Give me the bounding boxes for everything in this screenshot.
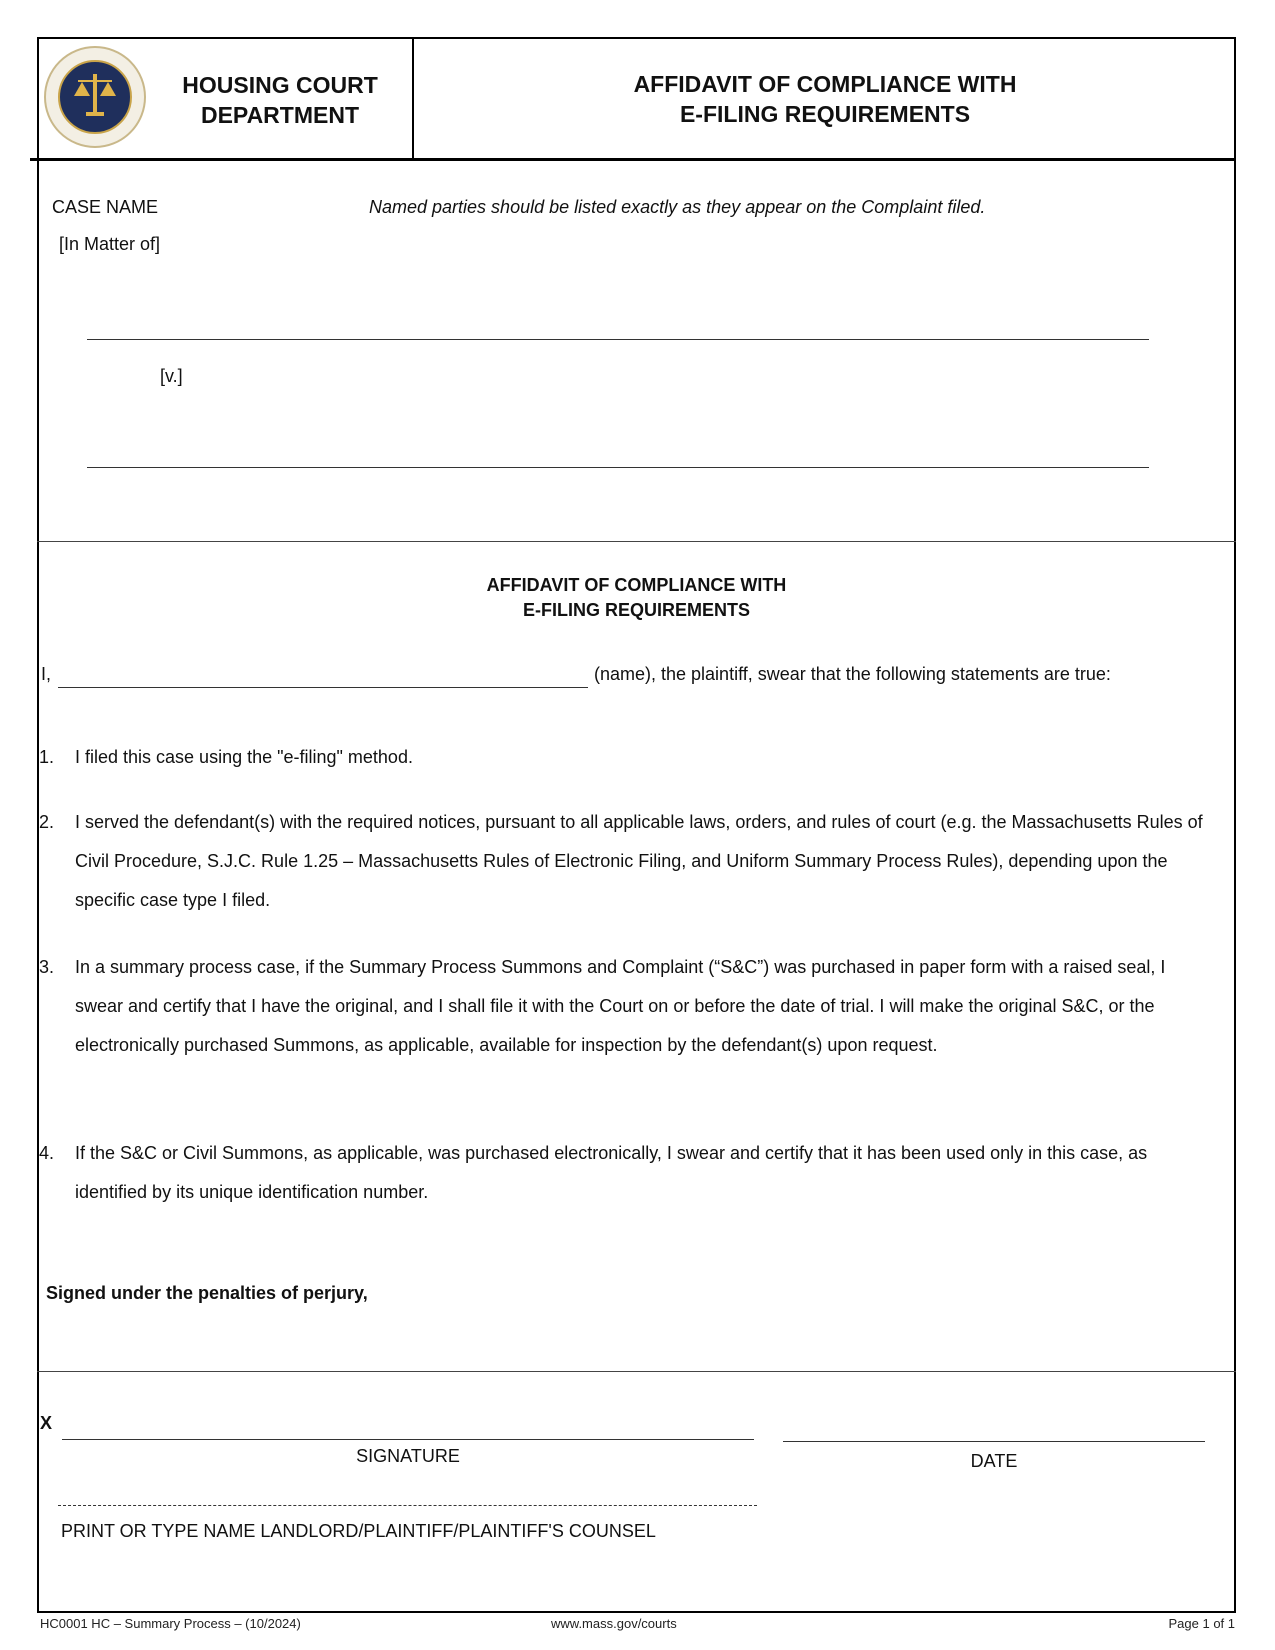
party2-line	[87, 467, 1149, 468]
in-matter-of-label: [In Matter of]	[59, 234, 161, 254]
item-text: If the S&C or Civil Summons, as applicable, was purchased electronically, I swear and certify that it has been used only in this case, as identified by its unique identification number.	[75, 1143, 1148, 1202]
affidavit-title	[37, 573, 1236, 623]
statement-item	[39, 803, 1209, 920]
signature-divider	[37, 1371, 1236, 1372]
footer-form-id: HC0001 HC – Summary Process – (10/2024)	[40, 1616, 301, 1631]
form-title-line1: AFFIDAVIT OF COMPLIANCE WITH	[633, 71, 1017, 97]
footer-url[interactable]: www.mass.gov/courts	[551, 1616, 677, 1631]
form-title-line2: E-FILING REQUIREMENTS	[679, 101, 971, 127]
item-number: 4.	[39, 1143, 55, 1163]
perjury-statement: Signed under the penalties of perjury,	[46, 1283, 368, 1303]
affidavit-title-line2: E-FILING REQUIREMENTS	[522, 600, 750, 620]
print-name-field[interactable]	[58, 1472, 757, 1504]
department-line1: HOUSING COURT	[182, 72, 378, 98]
case-name-label: CASE NAME	[52, 197, 159, 217]
party2-field[interactable]	[87, 438, 1149, 466]
versus-label: [v.]	[160, 366, 183, 386]
name-field[interactable]	[58, 660, 588, 686]
party1-field[interactable]	[87, 310, 1149, 338]
date-line	[783, 1441, 1205, 1442]
date-label: DATE	[970, 1451, 1018, 1471]
footer-page-number: Page 1 of 1	[1168, 1616, 1235, 1631]
statement-item	[39, 1134, 1209, 1212]
statement-item	[39, 738, 1209, 777]
item-number: 2.	[39, 812, 55, 832]
statement-item	[39, 948, 1209, 1065]
signature-line	[62, 1439, 754, 1440]
signature-x-mark: X	[40, 1413, 53, 1433]
item-number: 1.	[39, 747, 55, 767]
header-bottom-rule	[30, 158, 1236, 161]
signature-label: SIGNATURE	[356, 1446, 460, 1466]
print-name-label: PRINT OR TYPE NAME LANDLORD/PLAINTIFF/PLAINTIFF'S COUNSEL	[61, 1521, 656, 1541]
party1-line	[87, 339, 1149, 340]
intro-prefix: I,	[41, 664, 52, 684]
department-line2: DEPARTMENT	[200, 102, 359, 128]
item-number: 3.	[39, 957, 55, 977]
intro-suffix: (name), the plaintiff, swear that the following statements are true:	[594, 664, 1111, 684]
item-text: In a summary process case, if the Summary Process Summons and Complaint (“S&C”) was purchased in paper form with a raised seal, I swear and certify that I have the original, and I shall file it with the Court on or before the date of trial. I will make the original S&C, or the electronically purchased Summons, as applicable, available for inspection by the defendant(s) upon request.	[75, 957, 1166, 1055]
print-name-line	[58, 1505, 757, 1506]
signature-field[interactable]	[62, 1405, 754, 1438]
item-text: I filed this case using the "e-filing" method.	[75, 747, 413, 767]
department-name	[140, 70, 420, 130]
case-name-note: Named parties should be listed exactly as they appear on the Complaint filed.	[369, 197, 986, 217]
date-field[interactable]	[783, 1407, 1205, 1440]
court-seal-logo	[44, 46, 146, 148]
affidavit-title-line1: AFFIDAVIT OF COMPLIANCE WITH	[486, 575, 787, 595]
item-text: I served the defendant(s) with the required notices, pursuant to all applicable laws, orders, and rules of court (e.g. the Massachusetts Rules of Civil Procedure, S.J.C. Rule 1.25 – Massachusetts Rules of Electronic Filing, and Uniform Summary Process Rules), depending upon the specific case type I filed.	[75, 812, 1203, 910]
name-line	[58, 687, 588, 688]
form-title	[414, 69, 1236, 129]
section-divider	[37, 541, 1236, 542]
